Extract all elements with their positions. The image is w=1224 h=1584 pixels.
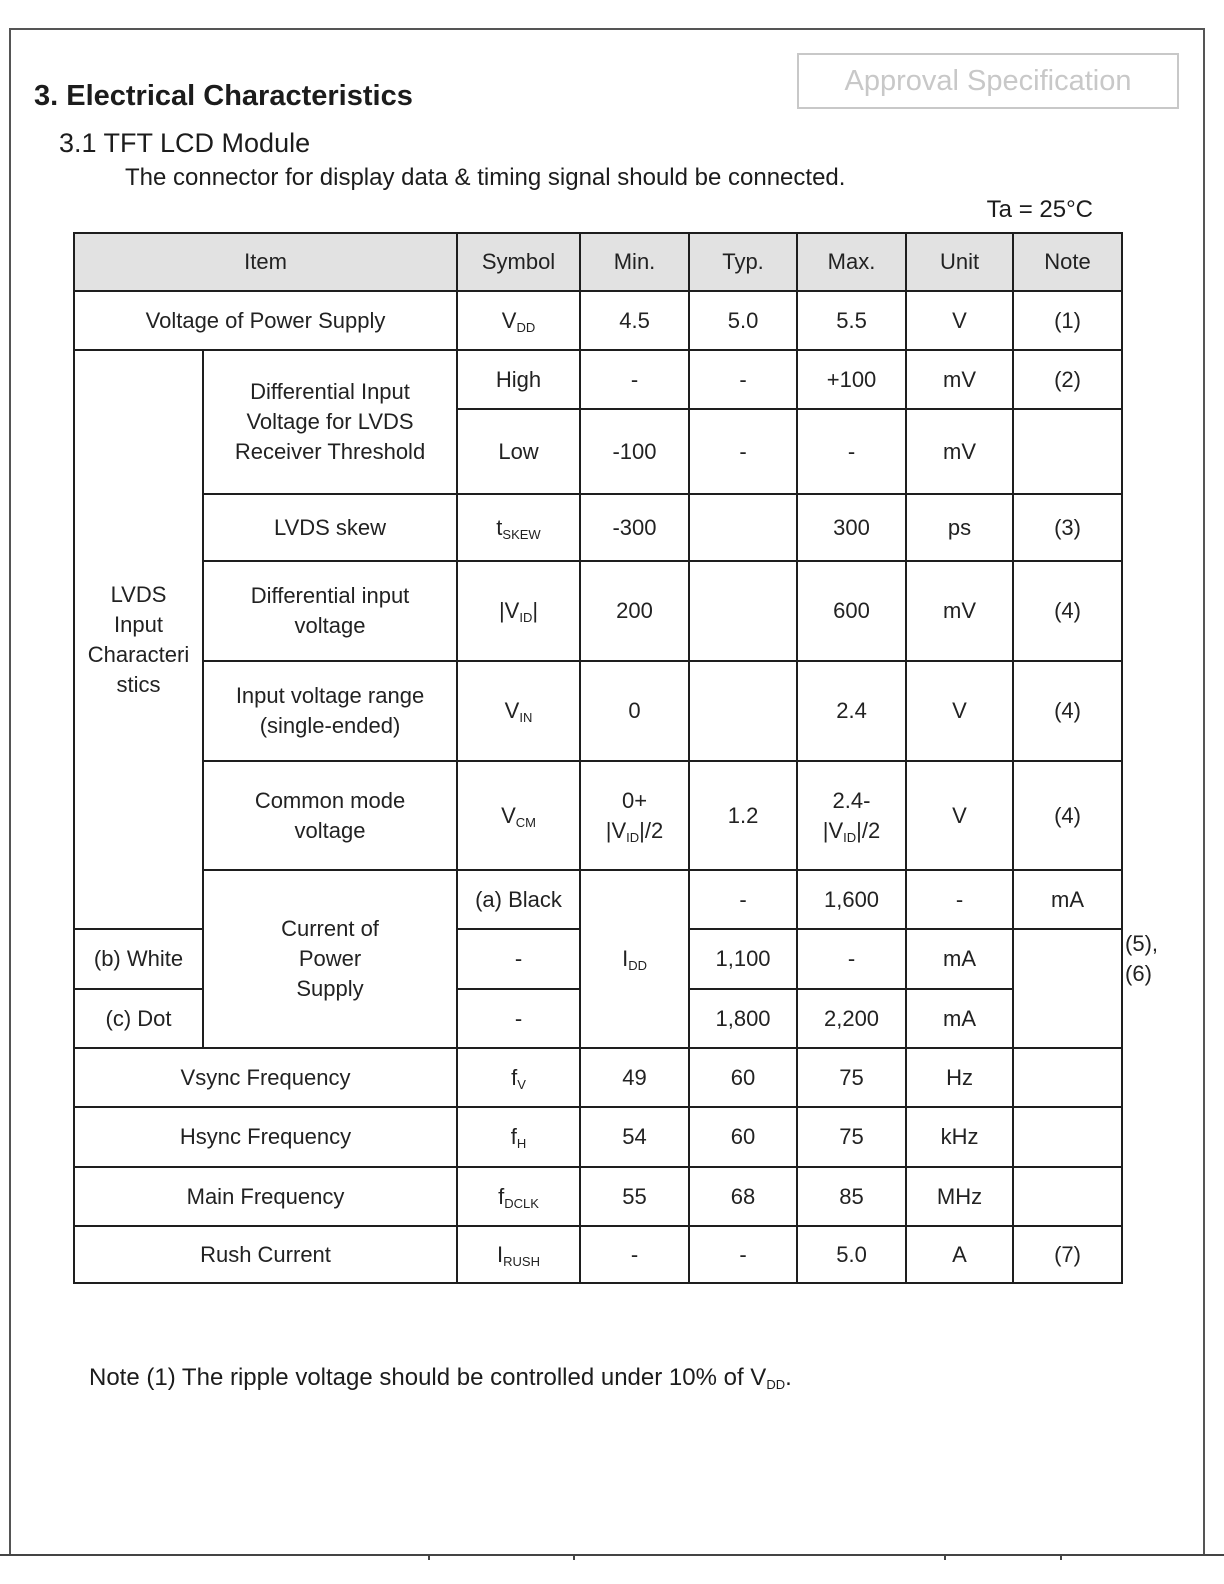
note-cell: (4) (1013, 561, 1122, 661)
item-cell: (c) Dot (74, 989, 203, 1048)
typ-cell: 5.0 (689, 291, 797, 350)
symbol-cell: $V_{DD}$ (457, 291, 580, 350)
unit-cell: ps (906, 494, 1013, 561)
item-cell: Main Frequency (74, 1167, 457, 1226)
min-cell: -300 (580, 494, 689, 561)
min-cell: 49 (580, 1048, 689, 1107)
symbol-cell: $f_{DCLK}$ (457, 1167, 580, 1226)
table-row (74, 291, 1122, 350)
typ-cell (689, 661, 797, 761)
min-cell: - (689, 870, 797, 929)
table-row (74, 1226, 1122, 1283)
note-cell (1013, 1107, 1122, 1167)
lvds-group-cell: LVDS Input Characteri stics (74, 350, 203, 929)
note-cell (1013, 1167, 1122, 1226)
note-cell: (4) (1013, 761, 1122, 870)
header-max: Max. (797, 233, 906, 291)
typ-cell: 1,100 (689, 929, 797, 989)
unit-cell: MHz (906, 1167, 1013, 1226)
unit-cell: mV (906, 561, 1013, 661)
typ-cell: 1,600 (797, 870, 906, 929)
approval-badge: Approval Specification (797, 53, 1179, 109)
item-cell: Common mode voltage (203, 761, 457, 870)
min-cell: 4.5 (580, 291, 689, 350)
min-cell: 0 (580, 661, 689, 761)
unit-cell: mA (1013, 870, 1122, 929)
min-cell: - (457, 989, 580, 1048)
unit-cell: Hz (906, 1048, 1013, 1107)
item-cell: Voltage of Power Supply (74, 291, 457, 350)
table-row (74, 1167, 1122, 1226)
max-cell: - (797, 409, 906, 494)
min-cell: 54 (580, 1107, 689, 1167)
description: The connector for display data & timing signal should be connected. (125, 164, 846, 191)
table-row (74, 561, 1122, 661)
symbol-cell: $V_{IN}$ (457, 661, 580, 761)
table-row (74, 494, 1122, 561)
table-row (74, 350, 1122, 409)
symbol-cell: $I_{DD}$ (580, 870, 689, 1048)
symbol-cell: $t_{SKEW}$ (457, 494, 580, 561)
note-cell: (3) (1013, 494, 1122, 561)
unit-cell: V (906, 291, 1013, 350)
unit-cell: V (906, 761, 1013, 870)
max-cell: 2.4 (797, 661, 906, 761)
table-row: Current of Power Supply (a) Black $I_{DD}$ - 1,600 - mA (5),(6) (74, 870, 1122, 929)
unit-cell: kHz (906, 1107, 1013, 1167)
max-cell: - (797, 929, 906, 989)
unit-cell: mV (906, 350, 1013, 409)
symbol-cell: $f_V$ (457, 1048, 580, 1107)
item-cell: Rush Current (74, 1226, 457, 1283)
item-cell: Differential Input Voltage for LVDS Receiver Threshold (203, 350, 457, 494)
symbol-cell: $f_H$ (457, 1107, 580, 1167)
min-cell: - (580, 1226, 689, 1283)
section-title: 3. Electrical Characteristics (34, 80, 413, 112)
max-cell: 600 (797, 561, 906, 661)
note-cell: (4) (1013, 661, 1122, 761)
min-cell: -100 (580, 409, 689, 494)
header-note: Note (1013, 233, 1122, 291)
max-cell: 75 (797, 1048, 906, 1107)
min-cell: - (457, 929, 580, 989)
item-cell: (b) White (74, 929, 203, 989)
min-cell: - (580, 350, 689, 409)
footer-tick (428, 1554, 430, 1560)
table-row (74, 1107, 1122, 1167)
typ-cell: - (689, 409, 797, 494)
min-cell: 200 (580, 561, 689, 661)
typ-cell: - (689, 350, 797, 409)
table-row (74, 661, 1122, 761)
header-min: Min. (580, 233, 689, 291)
footer-tick (573, 1554, 575, 1560)
max-cell: 300 (797, 494, 906, 561)
footnote: Note (1) The ripple voltage should be controlled under 10% of $V_{DD}$. (89, 1364, 792, 1392)
electrical-characteristics-table (73, 232, 1159, 1284)
table-row (74, 761, 1122, 870)
unit-cell: mA (906, 989, 1013, 1048)
ambient-temperature: Ta = 25°C (986, 196, 1093, 223)
typ-cell: 68 (689, 1167, 797, 1226)
unit-cell: mA (906, 929, 1013, 989)
header-typ: Typ. (689, 233, 797, 291)
header-symbol: Symbol (457, 233, 580, 291)
max-cell: 5.0 (797, 1226, 906, 1283)
footer-tick (944, 1554, 946, 1560)
symbol-cell: High (457, 350, 580, 409)
max-cell: 85 (797, 1167, 906, 1226)
typ-cell: 60 (689, 1048, 797, 1107)
item-cell: Vsync Frequency (74, 1048, 457, 1107)
symbol-cell: $V_{CM}$ (457, 761, 580, 870)
min-cell: 0+ $|V_{ID}|/2$ (580, 761, 689, 870)
current-group-cell: Current of Power Supply (203, 870, 457, 1048)
header-row (74, 233, 1122, 291)
item-cell: LVDS skew (203, 494, 457, 561)
typ-cell: 1,800 (689, 989, 797, 1048)
bottom-rule (0, 1554, 1224, 1556)
max-cell: 2,200 (797, 989, 906, 1048)
subsection-title: 3.1 TFT LCD Module (59, 128, 311, 158)
max-cell: +100 (797, 350, 906, 409)
typ-cell (689, 494, 797, 561)
typ-cell: 1.2 (689, 761, 797, 870)
note-cell (1013, 1048, 1122, 1107)
item-cell: Input voltage range (single-ended) (203, 661, 457, 761)
item-cell: (a) Black (457, 870, 580, 929)
typ-cell (689, 561, 797, 661)
note-cell: (1) (1013, 291, 1122, 350)
max-cell: 2.4- $|V_{ID}|/2$ (797, 761, 906, 870)
unit-cell: V (906, 661, 1013, 761)
header-unit: Unit (906, 233, 1013, 291)
note-cell: (7) (1013, 1226, 1122, 1283)
typ-cell: - (689, 1226, 797, 1283)
item-cell: Hsync Frequency (74, 1107, 457, 1167)
max-cell: 75 (797, 1107, 906, 1167)
unit-cell: A (906, 1226, 1013, 1283)
note-cell (1013, 409, 1122, 494)
symbol-cell: $I_{RUSH}$ (457, 1226, 580, 1283)
max-cell: - (906, 870, 1013, 929)
symbol-cell: Low (457, 409, 580, 494)
min-cell: 55 (580, 1167, 689, 1226)
note-cell: (2) (1013, 350, 1122, 409)
symbol-cell: $|V_{ID}|$ (457, 561, 580, 661)
header-item: Item (74, 233, 457, 291)
typ-cell: 60 (689, 1107, 797, 1167)
item-cell: Differential input voltage (203, 561, 457, 661)
table-row (74, 1048, 1122, 1107)
footer-tick (1060, 1554, 1062, 1560)
unit-cell: mV (906, 409, 1013, 494)
max-cell: 5.5 (797, 291, 906, 350)
